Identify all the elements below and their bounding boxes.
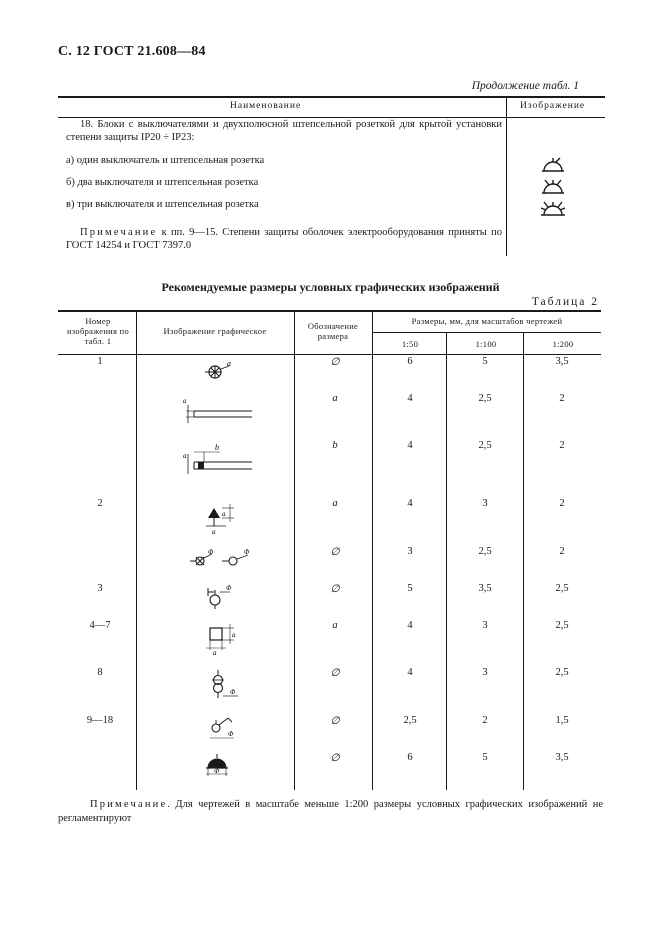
table1-item-18: 18. Блоки с выключателями и двухполюсной штепсельной розеткой для крытой установки степени защиты IP20 ÷ IP23: bbox=[66, 119, 502, 143]
table2-number: Таблица 2 bbox=[531, 296, 599, 308]
row-value-1-50: 4 bbox=[407, 667, 413, 678]
row-designation: ∅ bbox=[330, 584, 340, 595]
switch-circle-icon bbox=[204, 714, 246, 742]
row-value-1-200: 1,5 bbox=[555, 715, 569, 726]
table1-col-name: Наименование bbox=[230, 101, 302, 111]
table2-header-scale-1-200: 1:200 bbox=[552, 339, 574, 349]
dim-label: Φ bbox=[208, 548, 214, 556]
table2-header-image: Изображение графическое bbox=[163, 326, 267, 336]
triangle-fixture-icon bbox=[200, 500, 246, 536]
row-number: 4—7 bbox=[89, 620, 111, 631]
dim-label: a bbox=[232, 631, 236, 639]
row-number: 1 bbox=[97, 356, 103, 367]
dim-label: Φ bbox=[228, 730, 234, 738]
circle-stem-icon bbox=[204, 582, 244, 610]
lamp-circle-icon bbox=[203, 360, 237, 382]
table2-header-sizes: Размеры, мм, для масштабов чертежей bbox=[411, 316, 563, 326]
row-value-1-200: 3,5 bbox=[555, 752, 569, 763]
row-value-1-100: 2,5 bbox=[478, 440, 492, 451]
socket-three-switches-icon bbox=[539, 200, 567, 218]
row-value-1-200: 2 bbox=[559, 546, 565, 557]
table1-note-label: Примечание bbox=[80, 227, 158, 238]
row-value-1-50: 6 bbox=[407, 356, 413, 367]
dim-label: Φ bbox=[230, 688, 236, 696]
row-value-1-100: 3,5 bbox=[478, 583, 492, 594]
row-designation: b bbox=[332, 440, 338, 451]
row-value-1-100: 3 bbox=[482, 498, 488, 509]
row-designation: ∅ bbox=[330, 547, 340, 558]
row-designation: ∅ bbox=[330, 716, 340, 727]
row-value-1-50: 4 bbox=[407, 440, 413, 451]
table2-note-text: . Для чертежей в масштабе меньше 1:200 размеры условных графических изображений не регламентируют bbox=[58, 799, 603, 824]
dim-label: a bbox=[222, 510, 226, 518]
row-value-1-200: 2 bbox=[559, 440, 565, 451]
dim-label: Φ bbox=[226, 584, 232, 592]
table2-title: Рекомендуемые размеры условных графических изображений bbox=[161, 280, 500, 294]
row-value-1-50: 5 bbox=[407, 583, 413, 594]
table1-note bbox=[66, 226, 502, 252]
row-value-1-200: 2,5 bbox=[555, 583, 569, 594]
table2-header-designation: Обозначение размера bbox=[307, 321, 359, 341]
row-value-1-200: 3,5 bbox=[555, 356, 569, 367]
socket-semicircle-icon bbox=[204, 752, 240, 782]
small-circles-icon bbox=[188, 548, 258, 570]
dim-label: a bbox=[183, 397, 187, 405]
row-value-1-100: 3 bbox=[482, 620, 488, 631]
table2-header-scale-1-100: 1:100 bbox=[475, 339, 497, 349]
socket-one-switch-icon bbox=[541, 156, 565, 174]
table1-row-c: в) три выключателя и штепсельная розетка bbox=[66, 199, 259, 210]
row-value-1-200: 2 bbox=[559, 393, 565, 404]
row-value-1-50: 4 bbox=[407, 393, 413, 404]
row-value-1-50: 4 bbox=[407, 620, 413, 631]
table1-row-b: б) два выключателя и штепсельная розетка bbox=[66, 177, 259, 188]
row-number: 2 bbox=[97, 498, 103, 509]
table2-note-label: Примечание bbox=[90, 799, 168, 810]
dim-label: a bbox=[227, 359, 231, 368]
table-continuation-label: Продолжение табл. 1 bbox=[471, 80, 579, 92]
row-value-1-200: 2,5 bbox=[555, 620, 569, 631]
row-value-1-100: 5 bbox=[482, 752, 488, 763]
table2-header-number: Номер изображения по табл. 1 bbox=[66, 316, 130, 346]
row-value-1-200: 2,5 bbox=[555, 667, 569, 678]
dim-label: Φ bbox=[244, 548, 250, 556]
row-value-1-100: 2,5 bbox=[478, 393, 492, 404]
table1-note-text: к пп. 9—15. Степени защиты оболочек электрооборудования приняты по ГОСТ 14254 и ГОСТ 7397.0 bbox=[66, 227, 502, 251]
row-number: 3 bbox=[97, 583, 103, 594]
table1-col-image: Изображение bbox=[520, 101, 586, 111]
row-designation: ∅ bbox=[330, 357, 340, 368]
row-value-1-50: 3 bbox=[407, 546, 413, 557]
square-box-icon bbox=[204, 620, 246, 656]
dim-label: Φ bbox=[214, 767, 220, 775]
dim-label: a bbox=[212, 528, 216, 536]
row-value-1-50: 6 bbox=[407, 752, 413, 763]
double-circle-icon bbox=[204, 668, 250, 702]
page-header: С. 12 ГОСТ 21.608—84 bbox=[58, 44, 206, 59]
table2-header-scale-1-50: 1:50 bbox=[401, 339, 419, 349]
row-number: 9—18 bbox=[86, 715, 114, 726]
row-designation: a bbox=[332, 620, 338, 631]
line-height-a-icon bbox=[180, 393, 256, 423]
line-black-square-icon bbox=[180, 444, 256, 474]
row-value-1-100: 2,5 bbox=[478, 546, 492, 557]
row-value-1-100: 2 bbox=[482, 715, 488, 726]
dim-label: a bbox=[213, 649, 217, 657]
row-value-1-100: 3 bbox=[482, 667, 488, 678]
row-value-1-200: 2 bbox=[559, 498, 565, 509]
row-designation: a bbox=[332, 393, 338, 404]
dim-label-b: b bbox=[215, 443, 219, 452]
socket-two-switches-icon bbox=[541, 178, 565, 196]
row-designation: ∅ bbox=[330, 753, 340, 764]
row-designation: ∅ bbox=[330, 668, 340, 679]
table2-note bbox=[58, 798, 603, 826]
table1-row-a: а) один выключатель и штепсельная розетка bbox=[66, 155, 265, 166]
row-value-1-50: 2,5 bbox=[403, 715, 417, 726]
dim-label: a bbox=[183, 452, 187, 460]
row-value-1-50: 4 bbox=[407, 498, 413, 509]
row-number: 8 bbox=[97, 667, 103, 678]
row-value-1-100: 5 bbox=[482, 356, 488, 367]
row-designation: a bbox=[332, 498, 338, 509]
